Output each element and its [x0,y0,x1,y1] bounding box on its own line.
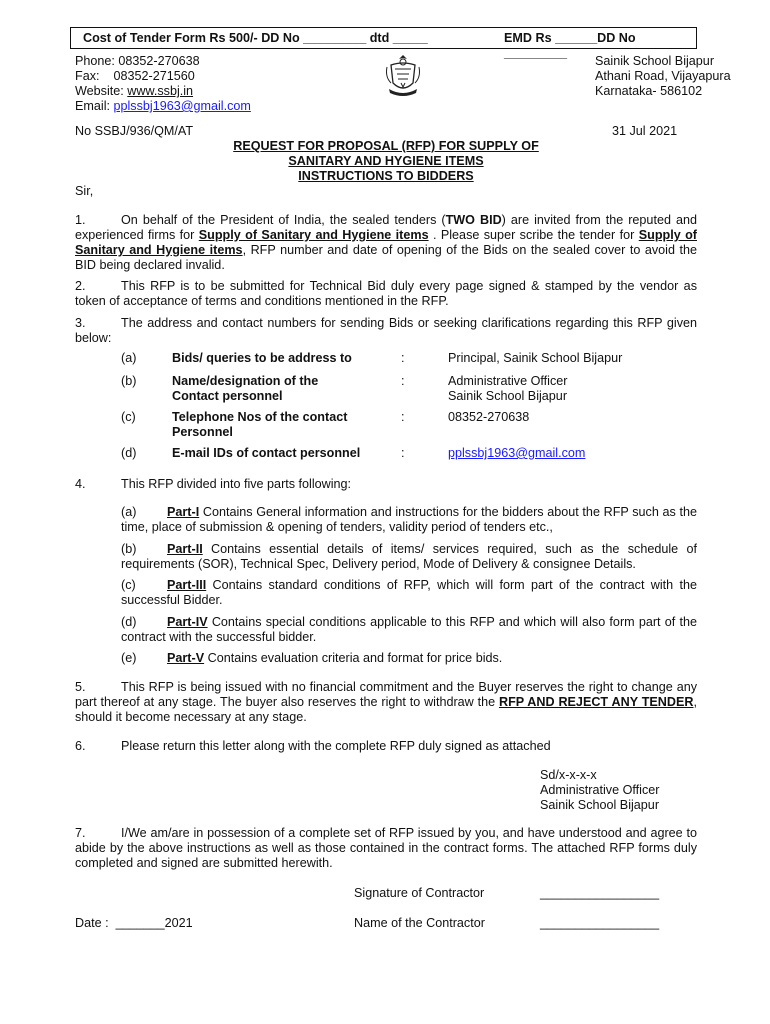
contractor-name-field[interactable]: _________________ [540,916,660,930]
emd-text: EMD Rs ______DD No _________ [504,31,636,60]
paragraph-4: 4. This RFP divided into five parts following: [75,477,352,491]
website-line: Website: www.ssbj.in [75,84,194,98]
part-item: (c) Part-III Contains standard conditions of RFP, which will form part of the contract with the successful Bidder. [121,578,697,607]
date-field[interactable]: Date : _______2021 [75,916,193,930]
website-link[interactable]: www.ssbj.in [127,84,194,98]
paragraph-5: 5. This RFP is being issued with no financial commitment and the Buyer reserves the right to change any part thereof at any stage. The buyer also reserves the right to withdraw the RFP AND REJECT ANY TENDER, should it become necessary at any stage. [75,680,697,724]
part-item: (e) Part-V Contains evaluation criteria and format for price bids. [121,651,503,665]
reference-date: 31 Jul 2021 [612,124,678,138]
address-line-2: Athani Road, Vijayapura [595,69,731,83]
address-block [595,54,731,99]
contact-email-link[interactable]: pplssbj1963@gmail.com [448,446,586,460]
paragraph-7: 7. I/We am/are in possession of a complete set of RFP issued by you, and have understood and agree to abide by the above instructions as well as those contained in the contract forms. The attached RFP forms duly completed and signed are submitted herewith. [75,826,697,870]
tender-cost-text: Cost of Tender Form Rs 500/- DD No _________ dtd _____ [83,31,428,45]
address-line-1: Sainik School Bijapur [595,54,715,68]
part-item: (b) Part-II Contains essential details of items/ services required, such as the schedule of requirements (SOR), Technical Spec, Delivery period, Mode of Delivery & consignee Details. [121,542,697,571]
paragraph-3: 3. The address and contact numbers for sending Bids or seeking clarifications regarding this RFP given below: [75,316,697,345]
reference-number: No SSBJ/936/QM/AT [75,124,194,138]
signature-label: Signature of Contractor [354,886,485,900]
contractor-name-label: Name of the Contractor [354,916,485,930]
paragraph-1: 1. On behalf of the President of India, the sealed tenders (TWO BID) are invited from the reputed and experienced firms for Supply of Sanitary and Hygiene items . Please super scribe the tender for Supply of Sanitary and Hygiene items, RFP number and date of opening of the Bids on the sealed cover to avoid the BID being declared invalid. [75,213,697,272]
phone: Phone: 08352-270638 [75,54,200,68]
title-line-2: SANITARY AND HYGIENE ITEMS [288,154,484,168]
school-crest-icon [383,53,423,99]
fax: Fax: 08352-271560 [75,69,195,83]
part-item: (a) Part-I Contains General information and instructions for the bidders about the RFP such as the time, place of submission & opening of tenders, validity period of tenders etc., [121,505,697,534]
email-link[interactable]: pplssbj1963@gmail.com [113,99,251,113]
salutation: Sir, [75,184,94,198]
email-line: Email: pplssbj1963@gmail.com [75,99,251,113]
title-line-3: INSTRUCTIONS TO BIDDERS [298,169,474,183]
signature-field[interactable]: _________________ [540,886,660,900]
page-title [75,139,697,184]
part-item: (d) Part-IV Contains special conditions applicable to this RFP and which will also form part of the contract with the successful bidder. [121,615,697,644]
paragraph-2: 2. This RFP is to be submitted for Technical Bid duly every page signed & stamped by the vendor as token of acceptance of terms and conditions mentioned in the RFP. [75,279,697,308]
title-line-1: REQUEST FOR PROPOSAL (RFP) FOR SUPPLY OF [233,139,539,153]
paragraph-6: 6. Please return this letter along with the complete RFP duly signed as attached [75,739,551,753]
address-line-3: Karnataka- 586102 [595,84,703,98]
contact-block [75,54,251,114]
tender-cost-box [70,27,697,60]
signoff-block: Sd/x-x-x-x Administrative Officer Sainik School Bijapur [540,768,660,812]
